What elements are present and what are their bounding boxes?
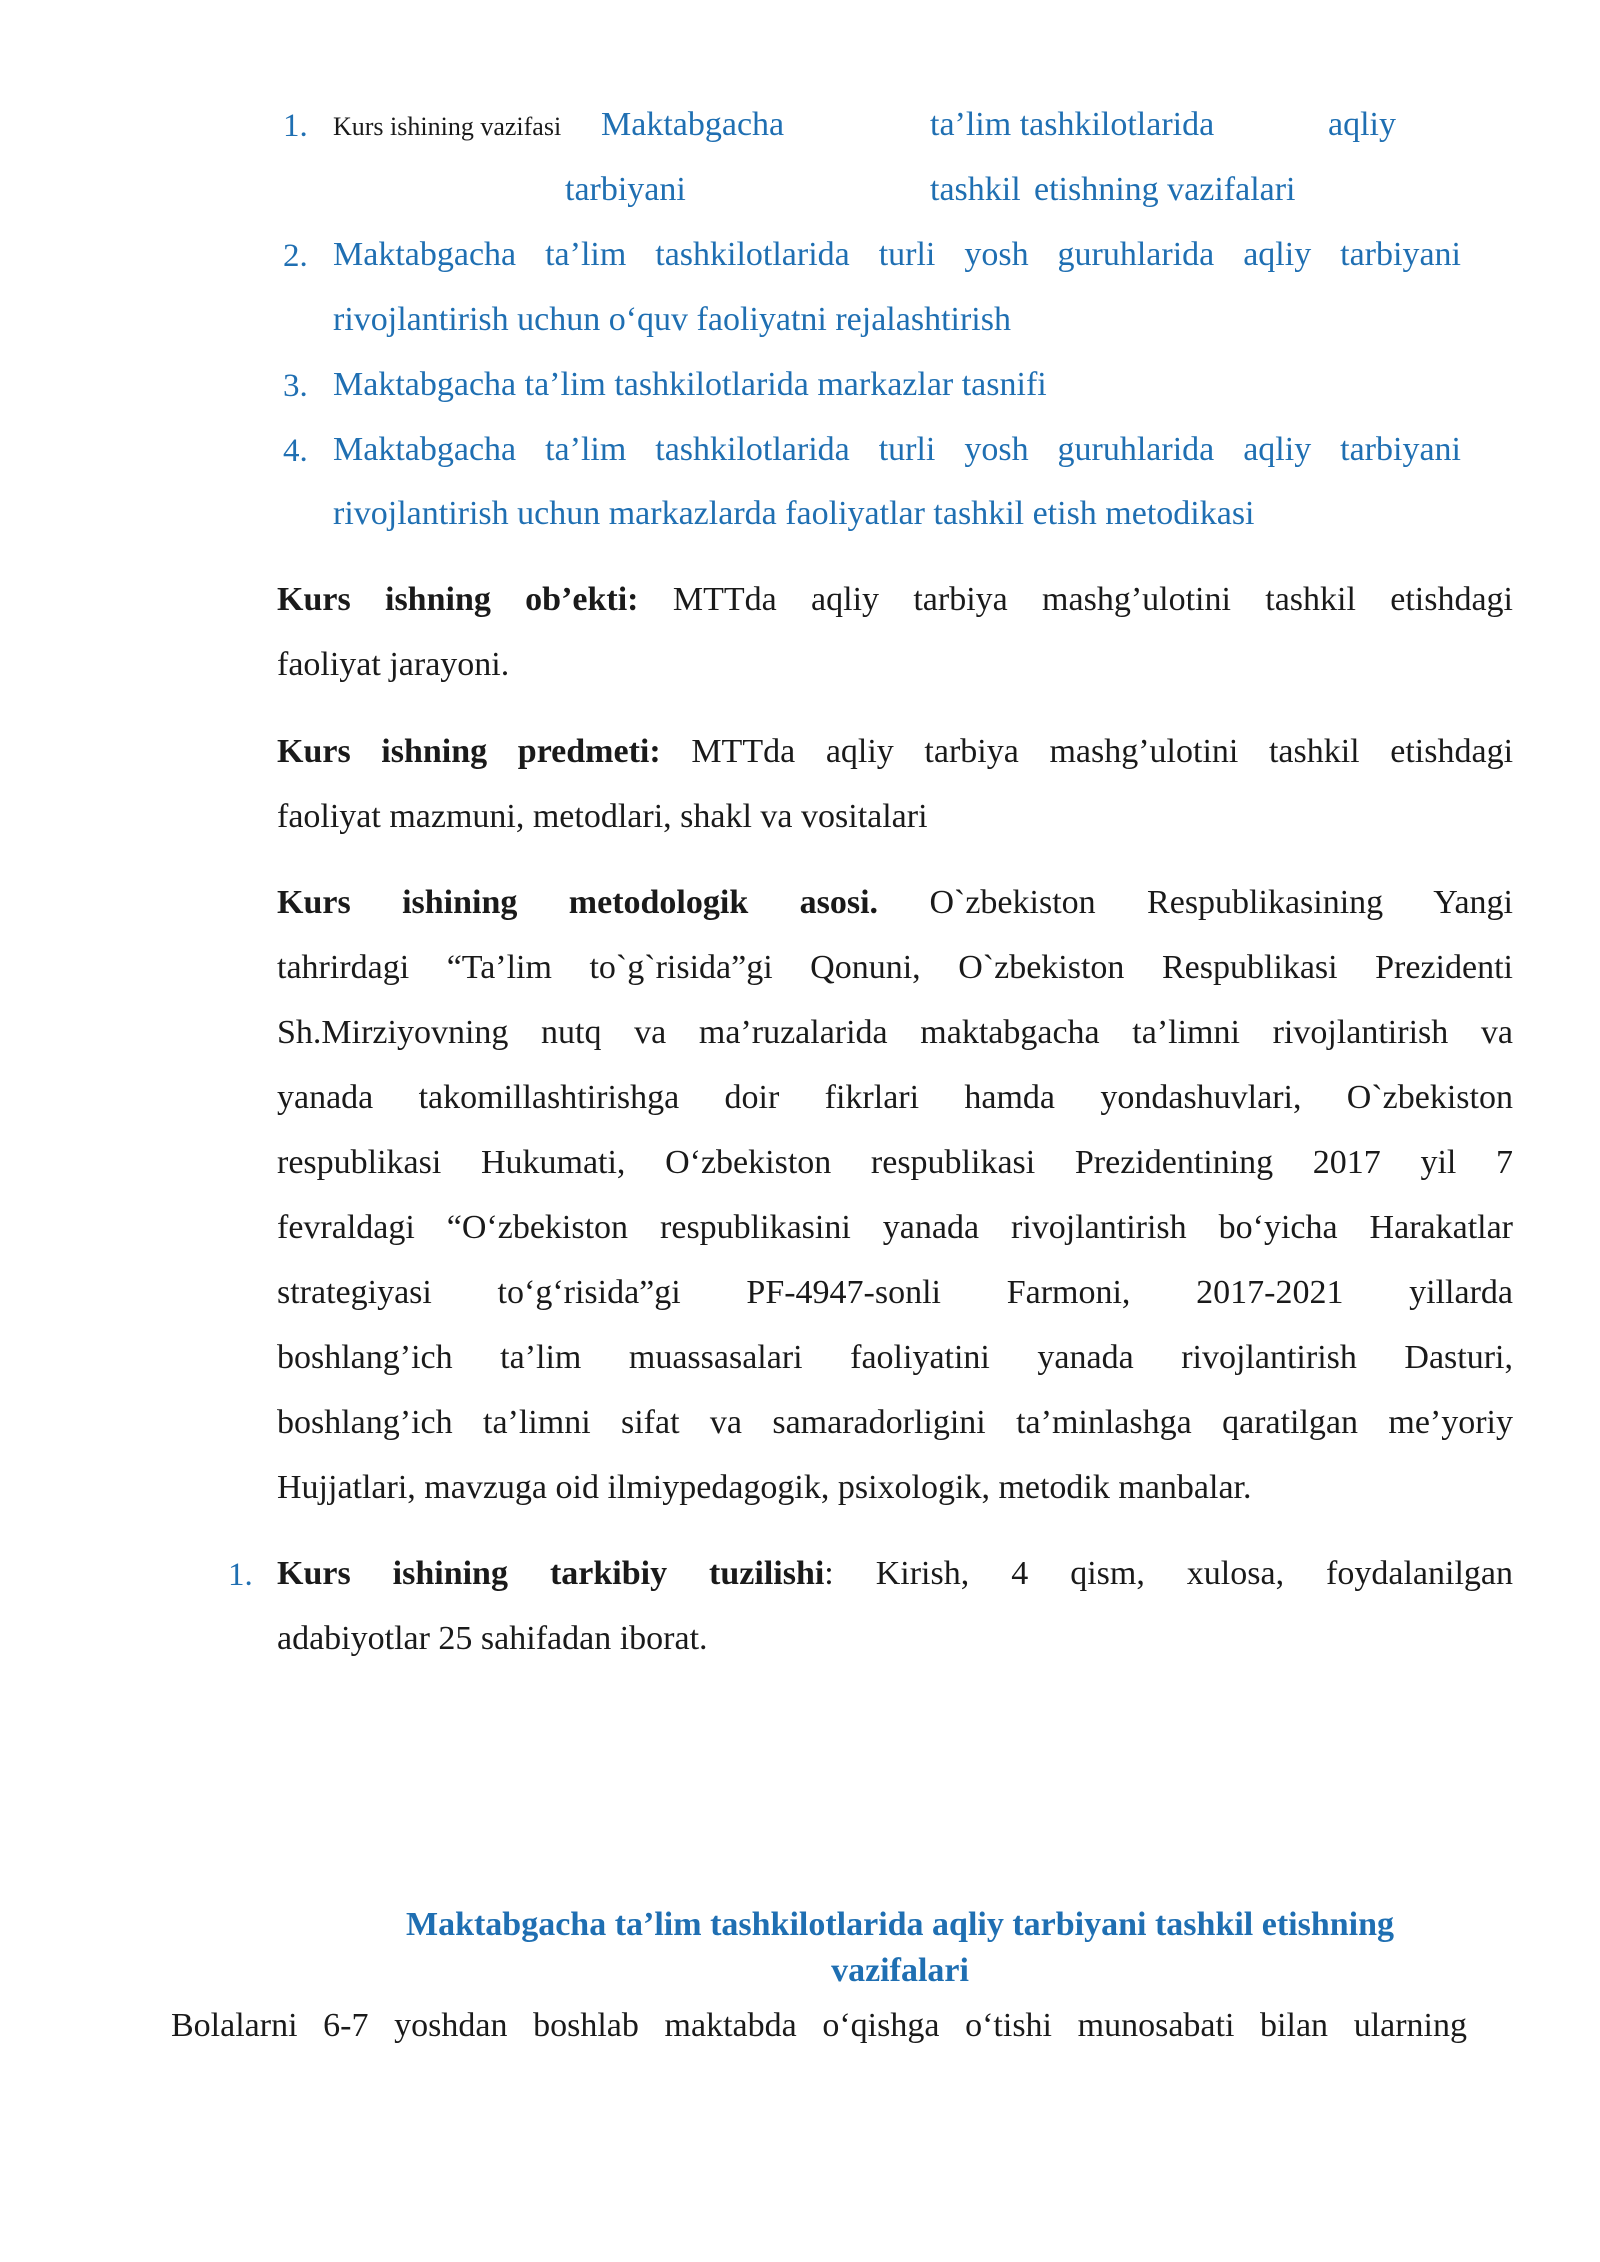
methodology-line: yanada takomillashtirishga doir fikrlari hamda yondashuvlari, O`zbekiston [277, 1079, 1513, 1116]
methodology-text: O`zbekiston Respublikasining Yangi [929, 884, 1513, 921]
list-number: 4. [283, 433, 308, 469]
list-item-text: rivojlantirish uchun o‘quv faoliyatni rejalashtirish [333, 301, 1011, 338]
list-number: 3. [283, 368, 308, 404]
methodology-line [277, 886, 1513, 920]
methodology-line: Sh.Mirziyovning nutq va ma’ruzalarida maktabgacha ta’limni rivojlantirish va [277, 1014, 1513, 1051]
list-item-text: Maktabgacha ta’lim tashkilotlarida turli yosh guruhlarida aqliy tarbiyani [333, 431, 1461, 468]
list-item-text: ta’lim tashkilotlarida [930, 106, 1215, 143]
methodology-line: respublikasi Hukumati, O‘zbekiston respublikasi Prezidentining 2017 yil 7 [277, 1144, 1513, 1181]
list-number: 1. [228, 1557, 253, 1593]
object-line [277, 583, 1513, 617]
list-item-text: Maktabgacha [601, 106, 785, 143]
list-number: 1. [283, 108, 308, 144]
subject-label: Kurs ishning predmeti: [277, 733, 661, 770]
methodology-line: fevraldagi “O‘zbekiston respublikasini yanada rivojlantirish bo‘yicha Harakatlar [277, 1209, 1513, 1246]
list-number: 2. [283, 238, 308, 274]
structure-label: Kurs ishining tarkibiy tuzilishi [277, 1555, 825, 1592]
methodology-line: tahrirdagi “Ta’lim to`g`risida”gi Qonuni, O`zbekiston Respublikasi Prezidenti [277, 949, 1513, 986]
list-item-lead: Kurs ishining vazifasi [333, 112, 562, 141]
list-item-text: aqliy [1328, 106, 1396, 143]
list-item-text: tarbiyani [565, 171, 686, 208]
methodology-label: Kurs ishining metodologik asosi. [277, 884, 879, 921]
list-item-text: Maktabgacha ta’lim tashkilotlarida turli yosh guruhlarida aqliy tarbiyani [333, 236, 1461, 273]
methodology-line: boshlang’ich ta’lim muassasalari faoliyatini yanada rivojlantirish Dasturi, [277, 1339, 1513, 1376]
list-item-text: tashkil [930, 171, 1021, 208]
methodology-line: boshlang’ich ta’limni sifat va samaradorligini ta’minlashga qaratilgan me’yoriy [277, 1404, 1513, 1441]
structure-line [277, 1557, 1513, 1591]
list-item-text: etishning vazifalari [1034, 171, 1296, 208]
list-item-text: Maktabgacha ta’lim tashkilotlarida markazlar tasnifi [333, 366, 1047, 403]
list-item-text: rivojlantirish uchun markazlarda faoliyatlar tashkil etish metodikasi [333, 495, 1255, 532]
heading-line: vazifalari [831, 1952, 969, 1989]
intro-paragraph: Bolalarni 6-7 yoshdan boshlab maktabda o‘qishga o‘tishi munosabati bilan ularning [171, 2007, 1467, 2044]
methodology-line: strategiyasi to‘g‘risida”gi PF-4947-sonli Farmoni, 2017-2021 yillarda [277, 1274, 1513, 1311]
subject-text: MTTda aqliy tarbiya mashg’ulotini tashkil etishdagi [691, 733, 1514, 770]
subject-line [277, 735, 1513, 769]
object-text: MTTda aqliy tarbiya mashg’ulotini tashkil etishdagi [672, 581, 1514, 618]
structure-text: : Kirish, 4 qism, xulosa, foydalanilgan [824, 1555, 1513, 1592]
methodology-line: Hujjatlari, mavzuga oid ilmiypedagogik, psixologik, metodik manbalar. [277, 1469, 1252, 1506]
object-line: faoliyat jarayoni. [277, 646, 510, 683]
subject-line: faoliyat mazmuni, metodlari, shakl va vositalari [277, 798, 928, 835]
structure-line: adabiyotlar 25 sahifadan iborat. [277, 1620, 708, 1657]
object-label: Kurs ishning ob’ekti: [277, 581, 639, 618]
heading-line: Maktabgacha ta’lim tashkilotlarida aqliy tarbiyani tashkil etishning [405, 1906, 1395, 1943]
